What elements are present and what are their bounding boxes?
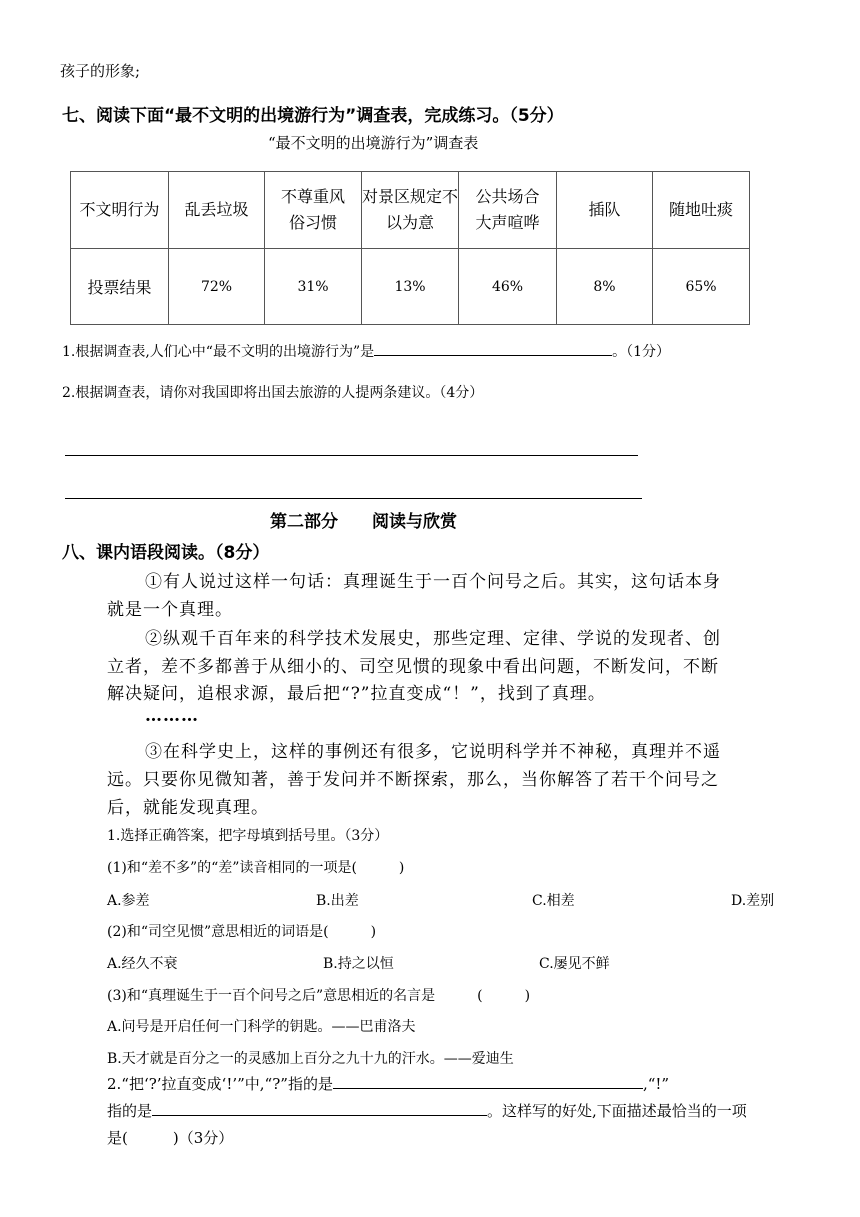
section8-q1-1: (1)和“差不多”的“差”读音相同的一项是( )	[107, 860, 405, 876]
vote-cell: 46%	[459, 249, 557, 325]
paragraph-line: 后，就能发现真理。	[107, 798, 269, 818]
paragraph-line: ②纵观千百年来的科学技术发展史，那些定理、定律、学说的发现者、创	[145, 629, 721, 649]
option-a[interactable]: A.问号是开启任何一门科学的钥匙。——巴甫洛夫	[107, 1019, 416, 1035]
section8-q2-line1: 2.“把‘?’拉直变成‘!’”中,“?”指的是 ,“!”	[107, 1075, 670, 1093]
section8-q1-title: 1.选择正确答案，把字母填到括号里。（3分）	[107, 828, 389, 844]
behavior-cell: 乱丢垃圾	[169, 172, 265, 249]
option-b[interactable]: B.天才就是百分之一的灵感加上百分之九十九的汗水。——爱迪生	[107, 1051, 514, 1067]
ellipsis: ………	[145, 706, 199, 726]
option-a[interactable]: A.经久不衰	[107, 956, 178, 972]
section8-q1-3: (3)和“真理诞生于一百个问号之后”意思相近的名言是 ( )	[107, 988, 531, 1004]
paragraph-line: ①有人说过这样一句话：真理诞生于一百个问号之后。其实，这句话本身	[145, 572, 721, 592]
section8-q2-line2: 指的是 。这样写的好处,下面描述最恰当的一项	[107, 1102, 747, 1120]
paragraph-line: 立者，差不多都善于从细小的、司空见惯的现象中看出问题，不断发问，不断	[107, 657, 719, 677]
option-b[interactable]: B.持之以恒	[323, 956, 394, 972]
behavior-cell: 对景区规定不以为意	[362, 172, 459, 249]
part2-title: 第二部分 阅读与欣赏	[270, 512, 457, 532]
paragraph-line: 远。只要你见微知著，善于发问并不断探索，那么，当你解答了若干个问号之	[107, 770, 719, 790]
option-a[interactable]: A.参差	[107, 893, 150, 909]
table-caption: “最不文明的出境游行为”调查表	[268, 134, 479, 152]
option-d[interactable]: D.差别	[731, 893, 775, 909]
section8-q1-2: (2)和“司空见惯”意思相近的词语是( )	[107, 924, 377, 940]
answer-blank[interactable]	[333, 1074, 643, 1089]
behavior-cell: 公共场合大声喧哗	[459, 172, 557, 249]
section7-q2: 2.根据调查表，请你对我国即将出国去旅游的人提两条建议。（4分）	[62, 385, 484, 401]
survey-table	[70, 171, 750, 325]
intro-line: 孩子的形象;	[60, 62, 141, 80]
table-row-votes	[71, 249, 750, 325]
option-c[interactable]: C.相差	[532, 893, 575, 909]
section7-title: 七、阅读下面“最不文明的出境游行为”调查表，完成练习。（5分）	[62, 106, 564, 126]
paragraph-line: 解决疑问，追根求源，最后把“?”拉直变成“！”，找到了真理。	[107, 684, 606, 704]
answer-blank[interactable]	[374, 341, 612, 356]
answer-line[interactable]	[65, 498, 642, 499]
row-header-behavior: 不文明行为	[71, 172, 169, 249]
behavior-cell: 随地吐痰	[653, 172, 750, 249]
row-header-votes: 投票结果	[71, 249, 169, 325]
table-row-behavior	[71, 172, 750, 249]
paragraph-line: ③在科学史上，这样的事例还有很多，它说明科学并不神秘，真理并不遥	[145, 742, 721, 762]
section7-q1: 1.根据调查表,人们心中“最不文明的出境游行为”是 。（1分）	[62, 341, 670, 361]
vote-cell: 8%	[557, 249, 653, 325]
vote-cell: 65%	[653, 249, 750, 325]
paragraph-line: 就是一个真理。	[107, 600, 233, 620]
vote-cell: 72%	[169, 249, 265, 325]
vote-cell: 31%	[265, 249, 362, 325]
section8-q2-line3: 是( )（3分）	[107, 1129, 234, 1147]
behavior-cell: 不尊重风俗习惯	[265, 172, 362, 249]
behavior-cell: 插队	[557, 172, 653, 249]
option-b[interactable]: B.出差	[316, 893, 359, 909]
answer-blank[interactable]	[152, 1101, 487, 1116]
option-c[interactable]: C.屡见不鲜	[539, 956, 610, 972]
answer-line[interactable]	[65, 455, 638, 456]
section8-title: 八、课内语段阅读。（8分）	[62, 543, 270, 563]
vote-cell: 13%	[362, 249, 459, 325]
